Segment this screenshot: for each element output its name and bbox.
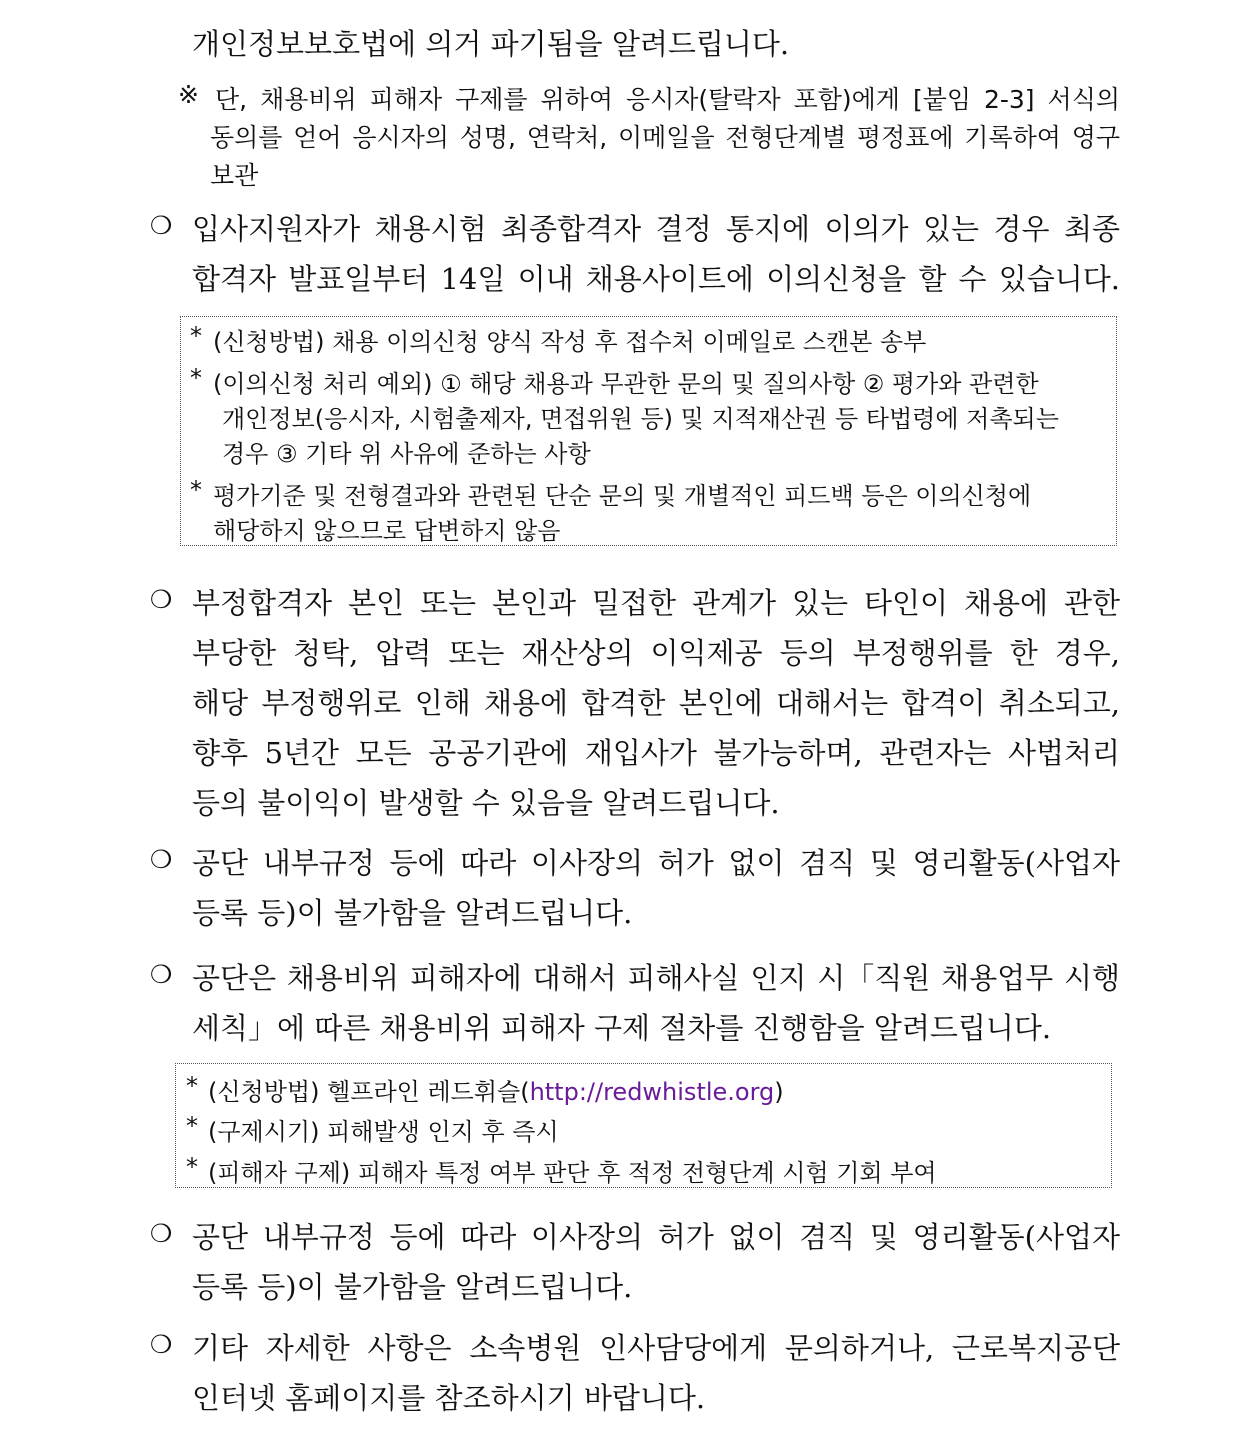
box-line: 해당하지 않으므로 답변하지 않음 <box>213 517 561 545</box>
note-line: 보관 <box>210 161 259 190</box>
bullet-icon: ❍ <box>150 960 173 989</box>
paragraph-line: 등록 등)이 불가함을 알려드립니다. <box>192 1270 633 1304</box>
paragraph-line: 공단 내부규정 등에 따라 이사장의 허가 없이 겸직 및 영리활동(사업자 <box>192 846 1120 880</box>
box-line: (피해자 구제) 피해자 특정 여부 판단 후 적정 전형단계 시험 기회 부여 <box>208 1159 937 1187</box>
note-line: 단, 채용비위 피해자 구제를 위하여 응시자(탈락자 포함)에게 [붙임 2-3] 서식의 <box>215 85 1120 114</box>
bullet-icon: ❍ <box>150 585 173 614</box>
box-line: (이의신청 처리 예외) ① 해당 채용과 무관한 문의 및 질의사항 ② 평가와 관련한 <box>213 370 1039 398</box>
redwhistle-link[interactable]: http://redwhistle.org <box>529 1078 775 1106</box>
asterisk-mark: * <box>186 1112 198 1140</box>
paragraph-line: 부정합격자 본인 또는 본인과 밀접한 관계가 있는 타인이 채용에 관한 <box>192 586 1120 620</box>
helpline-text: (신청방법) 헬프라인 레드휘슬( <box>208 1078 530 1106</box>
asterisk-mark: * <box>190 364 202 392</box>
asterisk-mark: * <box>186 1072 198 1100</box>
paragraph-line: 해당 부정행위로 인해 채용에 합격한 본인에 대해서는 합격이 취소되고, <box>192 686 1120 720</box>
box-line: 경우 ③ 기타 위 사유에 준하는 사항 <box>222 440 591 468</box>
bullet-icon: ❍ <box>150 1330 173 1359</box>
paragraph-line: 인터넷 홈페이지를 참조하시기 바랍니다. <box>192 1381 706 1415</box>
bullet-icon: ❍ <box>150 211 173 240</box>
box-line: 평가기준 및 전형결과와 관련된 단순 문의 및 개별적인 피드백 등은 이의신청에 <box>213 482 1032 510</box>
box-line: (구제시기) 피해발생 인지 후 즉시 <box>208 1118 559 1146</box>
box-line: 개인정보(응시자, 시험출제자, 면접위원 등) 및 지적재산권 등 타법령에 저촉되는 <box>222 405 1059 433</box>
box-line: (신청방법) 채용 이의신청 양식 작성 후 접수처 이메일로 스캔본 송부 <box>213 328 927 356</box>
paragraph-line: 부당한 청탁, 압력 또는 재산상의 이익제공 등의 부정행위를 한 경우, <box>192 636 1120 670</box>
bullet-icon: ❍ <box>150 845 173 874</box>
paragraph-line: 공단은 채용비위 피해자에 대해서 피해사실 인지 시「직원 채용업무 시행 <box>192 961 1120 995</box>
paragraph-line: 합격자 발표일부터 14일 이내 채용사이트에 이의신청을 할 수 있습니다. <box>192 262 1120 296</box>
paragraph-line: 입사지원자가 채용시험 최종합격자 결정 통지에 이의가 있는 경우 최종 <box>192 212 1120 246</box>
paragraph-line: 등의 불이익이 발생할 수 있음을 알려드립니다. <box>192 786 780 820</box>
paragraph-line: 기타 자세한 사항은 소속병원 인사담당에게 문의하거나, 근로복지공단 <box>192 1331 1120 1365</box>
continuation-text: 개인정보보호법에 의거 파기됨을 알려드립니다. <box>192 27 790 61</box>
note-mark: ※ <box>178 80 199 109</box>
paragraph-line: 공단 내부규정 등에 따라 이사장의 허가 없이 겸직 및 영리활동(사업자 <box>192 1220 1120 1254</box>
paragraph-line: 등록 등)이 불가함을 알려드립니다. <box>192 896 633 930</box>
paragraph-line: 향후 5년간 모든 공공기관에 재입사가 불가능하며, 관련자는 사법처리 <box>192 736 1120 770</box>
helpline-close: ) <box>774 1078 784 1106</box>
asterisk-mark: * <box>190 322 202 350</box>
box-line <box>208 1072 784 1107</box>
asterisk-mark: * <box>190 476 202 504</box>
note-line: 동의를 얻어 응시자의 성명, 연락처, 이메일을 전형단계별 평정표에 기록하여 영구 <box>210 123 1120 152</box>
paragraph-line: 세칙」에 따른 채용비위 피해자 구제 절차를 진행함을 알려드립니다. <box>192 1011 1052 1045</box>
asterisk-mark: * <box>186 1153 198 1181</box>
bullet-icon: ❍ <box>150 1219 173 1248</box>
